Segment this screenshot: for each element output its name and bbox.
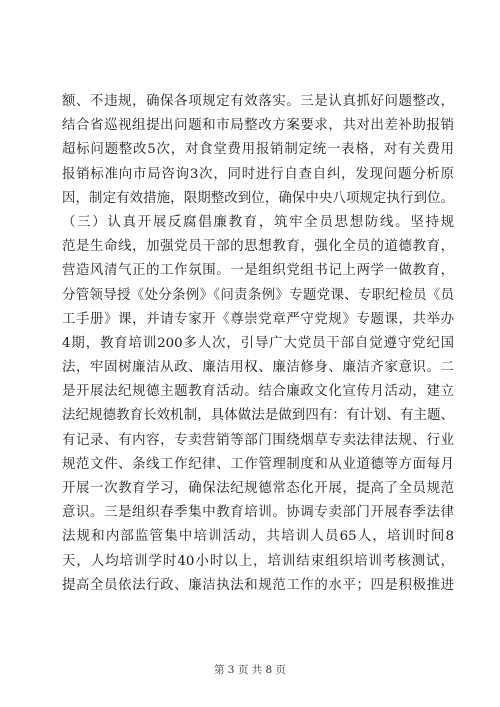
text-line: 营造风清气正的工作氛围。一是组织党组书记上两学一做教育，	[62, 263, 454, 279]
text-line: 超标问题整改5次，对食堂费用报销制定统一表格，对有关费用	[62, 142, 454, 158]
body-text	[62, 90, 454, 598]
page-footer	[0, 662, 500, 677]
text-line: 意识。三是组织春季集中教育培训。协调专卖部门开展春季法律	[62, 505, 454, 521]
text-line: 规范文件、条线工作纪律、工作管理制度和从业道德等方面每月	[62, 456, 454, 472]
text-line: 提高全员依法行政、廉洁执法和规范工作的水平；四是积极推进	[62, 577, 454, 593]
text-line: 额、不违规，确保各项规定有效落实。三是认真抓好问题整改，	[62, 94, 454, 109]
text-line: 分管领导授《处分条例》《问责条例》专题党课、专职纪检员《员	[62, 287, 454, 303]
text-line: 开展一次教育学习，确保法纪规德常态化开展，提高了全员规范	[62, 481, 454, 496]
text-line: 天，人均培训学时40小时以上，培训结束组织培训考核测试，	[62, 553, 454, 569]
text-line: 法，牢固树廉洁从政、廉洁用权、廉洁修身、廉洁齐家意识。二	[62, 360, 454, 376]
text-line: 报销标准向市局咨询3次，同时进行自查自纠，发现问题分析原	[62, 166, 454, 182]
text-line: 是开展法纪规德主题教育活动。结合廉政文化宣传月活动，建立	[62, 384, 454, 400]
text-line: 法纪规德教育长效机制，具体做法是做到四有：有计划、有主题、	[62, 408, 454, 424]
page-number-label: 第 3 页 共 8 页	[213, 664, 287, 676]
text-line: 4期，教育培训200多人次，引导广大党员干部自觉遵守党纪国	[62, 335, 454, 351]
text-line: 范是生命线，加强党员干部的思想教育，强化全员的道德教育，	[62, 239, 454, 255]
text-line: 结合省巡视组提出问题和市局整改方案要求，共对出差补助报销	[62, 118, 454, 134]
text-line: 有记录、有内容，专卖营销等部门围绕烟草专卖法律法规、行业	[62, 432, 454, 448]
text-line: 法规和内部监管集中培训活动，共培训人员65人，培训时间8	[62, 529, 454, 545]
text-line: 因，制定有效措施，限期整改到位，确保中央八项规定执行到位。	[62, 190, 454, 206]
text-line: （三）认真开展反腐倡廉教育，筑牢全员思想防线。坚持规	[62, 214, 454, 230]
text-line: 工手册》课，并请专家开《尊崇党章严守党规》专题课，共举办	[62, 311, 454, 327]
